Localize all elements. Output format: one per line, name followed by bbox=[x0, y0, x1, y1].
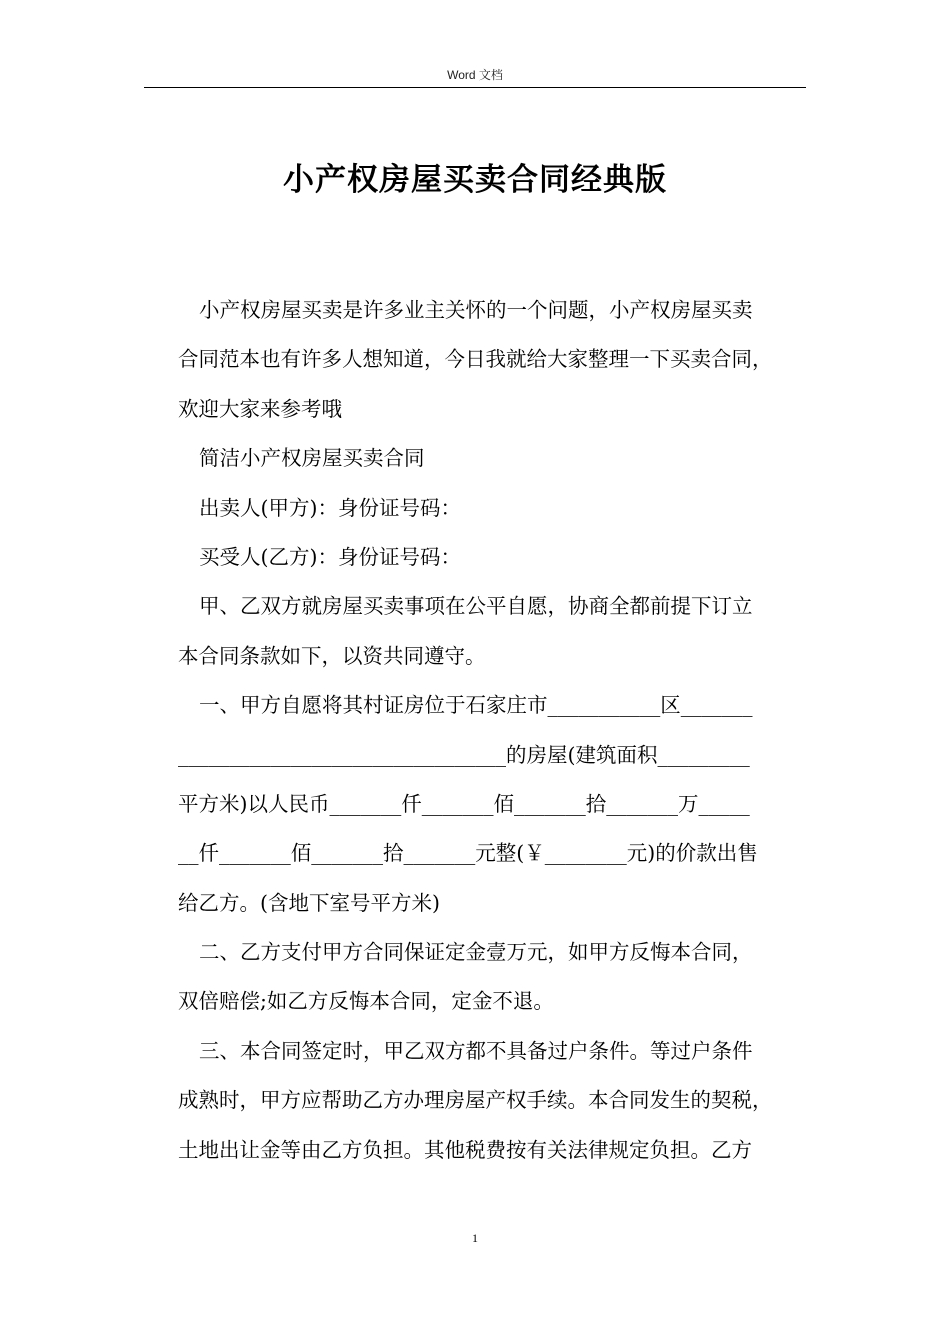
header-divider bbox=[144, 87, 806, 88]
body-line: 欢迎大家来参考哦 bbox=[178, 396, 342, 421]
body-line: 平方米)以人民币_______仟_______佰_______拾_______万_____ bbox=[178, 791, 750, 816]
body-line: 一、甲方自愿将其村证房位于石家庄市___________区_______ bbox=[199, 693, 753, 718]
body-line: 三、本合同签定时，甲乙双方都不具备过户条件。等过户条件 bbox=[199, 1038, 753, 1063]
body-line: 成熟时，甲方应帮助乙方办理房屋产权手续。本合同发生的契税， bbox=[178, 1088, 773, 1113]
page-number: 1 bbox=[472, 1231, 478, 1245]
body-line: 双倍赔偿;如乙方反悔本合同，定金不退。 bbox=[178, 989, 554, 1014]
body-line: __仟_______佰_______拾_______元整(￥________元)的价款出售 bbox=[178, 841, 758, 866]
document-title: 小产权房屋买卖合同经典版 bbox=[283, 162, 667, 198]
body-line: 出卖人(甲方)：身份证号码： bbox=[199, 495, 461, 520]
body-line: 简洁小产权房屋买卖合同 bbox=[199, 446, 425, 471]
body-line: 买受人(乙方)：身份证号码： bbox=[199, 544, 461, 569]
page-header: Word 文档 bbox=[447, 68, 503, 82]
body-line: 给乙方。(含地下室号平方米) bbox=[178, 890, 440, 915]
body-line: 合同范本也有许多人想知道，今日我就给大家整理一下买卖合同， bbox=[178, 347, 773, 372]
body-line: 二、乙方支付甲方合同保证定金壹万元，如甲方反悔本合同， bbox=[199, 940, 753, 965]
body-line: 甲、乙双方就房屋买卖事项在公平自愿，协商全都前提下订立 bbox=[199, 594, 753, 619]
document-body bbox=[178, 286, 804, 1175]
body-line: 小产权房屋买卖是许多业主关怀的一个问题，小产权房屋买卖 bbox=[199, 298, 753, 322]
body-line: ________________________________的房屋(建筑面积_________ bbox=[178, 742, 750, 767]
body-line: 本合同条款如下，以资共同遵守。 bbox=[178, 643, 486, 668]
body-line: 土地出让金等由乙方负担。其他税费按有关法律规定负担。乙方 bbox=[178, 1137, 752, 1162]
